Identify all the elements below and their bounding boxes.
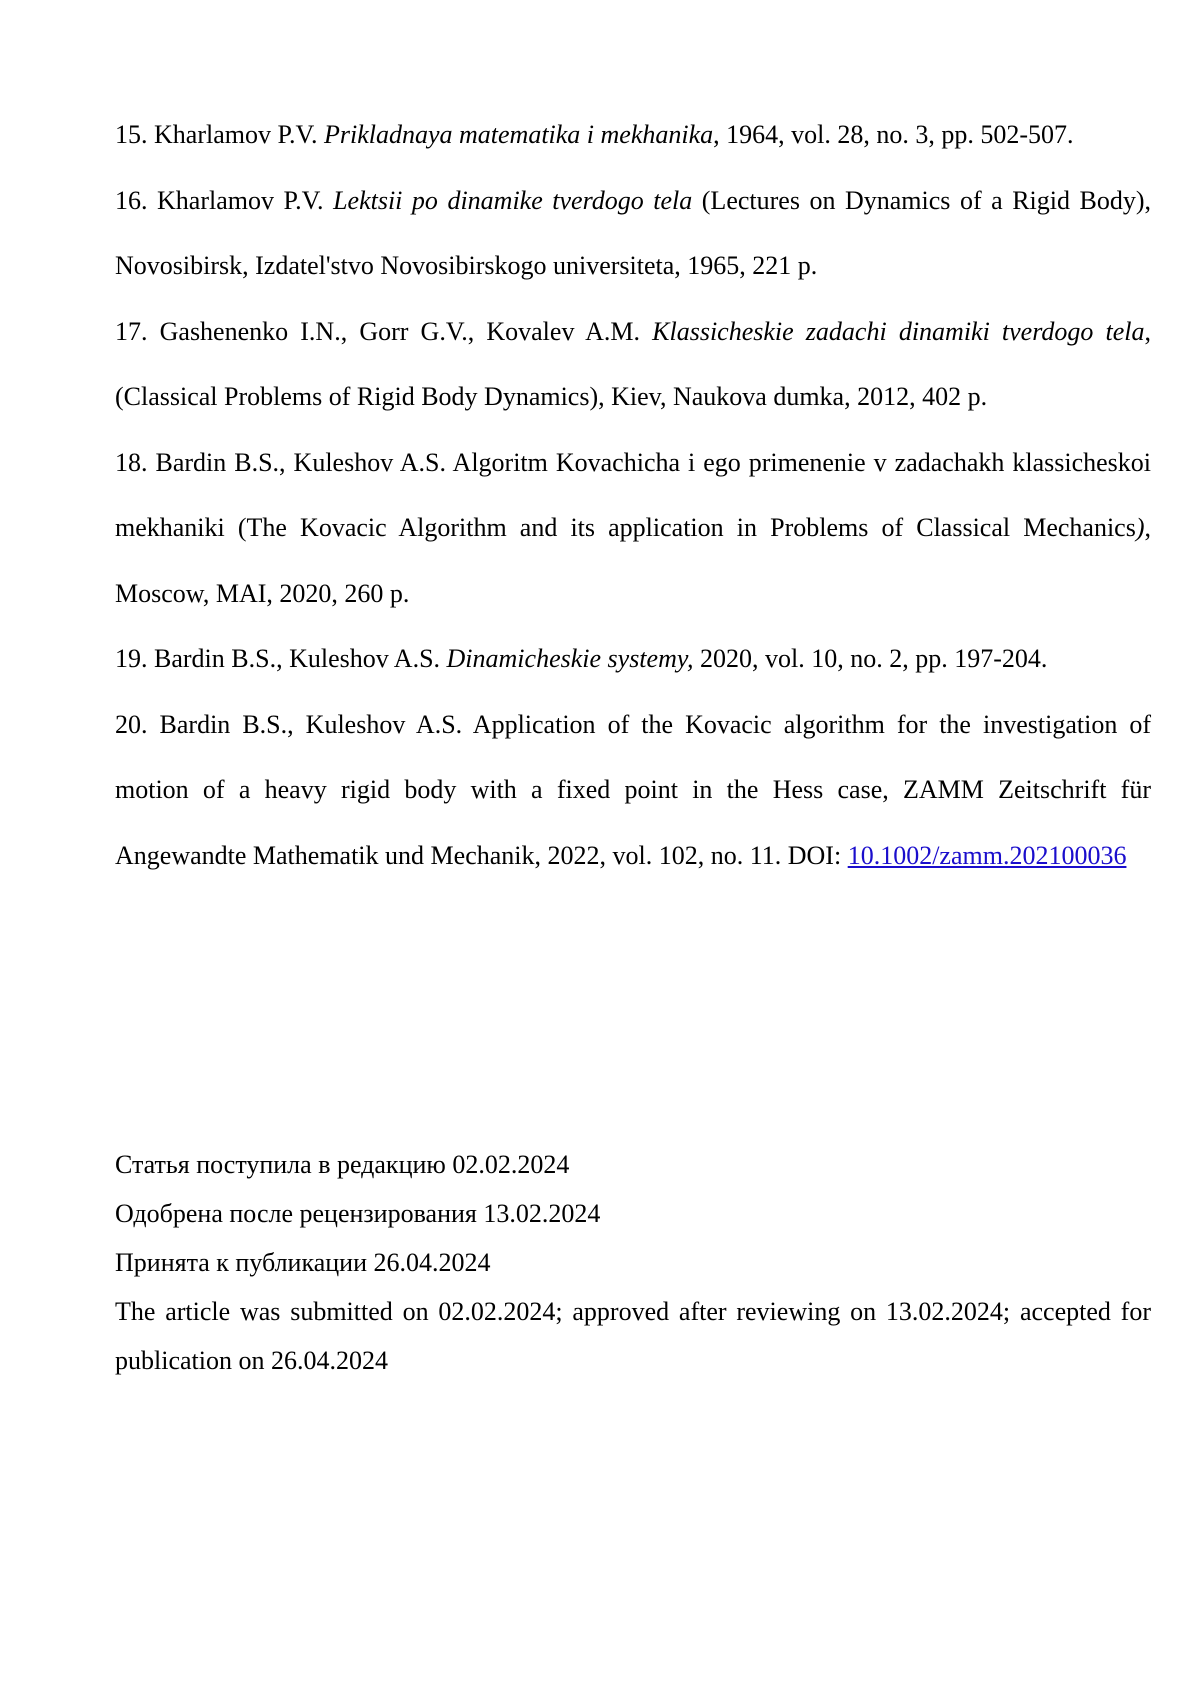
reference-authors: Bardin B.S., Kuleshov A.S.	[155, 447, 446, 477]
reference-authors: Kharlamov P.V.	[154, 120, 318, 149]
reference-title: Klassicheskie zadachi dinamiki tverdogo tela	[652, 316, 1145, 346]
reference-item-18	[115, 430, 1151, 627]
reference-details: , (Classical Problems of Rigid Body Dynamics), Kiev, Naukova dumka, 2012, 402 p.	[115, 316, 1151, 411]
reference-title: Algoritm Kovachicha i ego primenenie v zadachakh klassicheskoi mekhaniki (The Kovacic Algorithm and its application in Problems of Classical Mechanics	[115, 447, 1151, 542]
approved-date-ru: Одобрена после рецензирования 13.02.2024	[115, 1199, 601, 1228]
reference-details: , 1964, vol. 28, no. 3, pp. 502-507.	[713, 120, 1074, 149]
reference-item-15	[115, 102, 1151, 168]
doi-link[interactable]: 10.1002/zamm.202100036	[847, 840, 1127, 870]
reference-authors: Kharlamov P.V.	[157, 185, 324, 215]
reference-number: 16.	[115, 185, 148, 215]
reference-number: 20.	[115, 709, 148, 739]
reference-details: 2020, vol. 10, no. 2, pp. 197-204.	[693, 644, 1048, 673]
received-date-ru: Статья поступила в редакцию 02.02.2024	[115, 1150, 570, 1179]
reference-item-16	[115, 168, 1151, 299]
history-summary-en: The article was submitted on 02.02.2024; approved after reviewing on 13.02.2024; accepted for publication on 26.04.2024	[115, 1297, 1151, 1375]
reference-number: 19.	[115, 644, 148, 673]
accepted-date-ru: Принята к публикации 26.04.2024	[115, 1248, 491, 1277]
reference-number: 18.	[115, 447, 148, 477]
reference-item-17	[115, 299, 1151, 430]
reference-number: 15.	[115, 120, 148, 149]
reference-authors: Bardin B.S., Kuleshov A.S.	[154, 644, 441, 673]
reference-title: Prikladnaya matematika i mekhanika	[323, 120, 714, 149]
reference-details: (Lectures on Dynamics of a Rigid Body), Novosibirsk, Izdatel'stvo Novosibirskogo universiteta, 1965, 221 p.	[115, 185, 1152, 280]
reference-details: , Moscow, MAI, 2020, 260 p.	[115, 513, 1151, 608]
reference-title: Lektsii po dinamike tverdogo tela	[333, 185, 693, 215]
reference-list	[115, 102, 1151, 888]
reference-authors: Bardin B.S., Kuleshov A.S.	[159, 709, 463, 739]
article-history	[115, 1140, 1151, 1385]
reference-authors: Gashenenko I.N., Gorr G.V., Kovalev A.M.	[159, 316, 641, 346]
reference-title: Dinamicheskie systemy,	[446, 644, 694, 673]
reference-page	[115, 102, 1152, 1375]
reference-item-20	[115, 692, 1151, 889]
reference-item-19	[115, 626, 1151, 692]
reference-number: 17.	[115, 316, 148, 346]
reference-details: Application of the Kovacic algorithm for the investigation of motion of a heavy rigid body with a fixed point in the Hess case, ZAMM Zeitschrift für Angewandte Mathematik und Mechanik, 2022, vol. 102, no. 11. DOI:	[115, 709, 1152, 870]
reference-title-close: )	[1135, 513, 1145, 542]
